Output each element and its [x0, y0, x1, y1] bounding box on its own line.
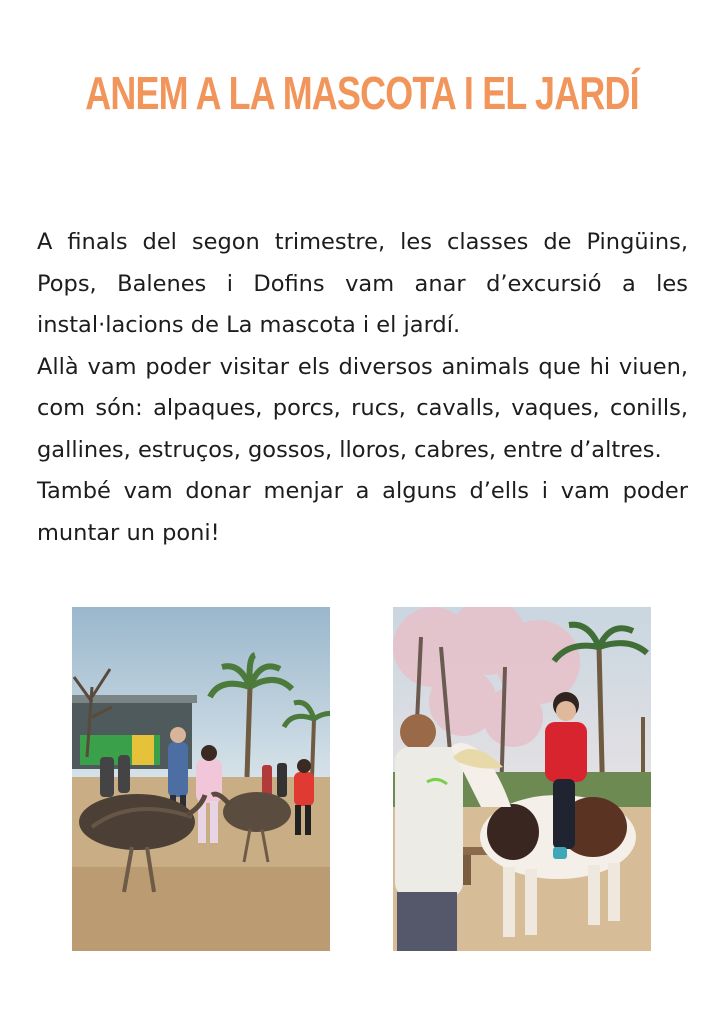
paragraph-1: A finals del segon trimestre, les classes de Pingüins, Pops, Balenes i Dofins vam anar d’excursió a les instal·lacions de La mascota i el jardí.	[37, 229, 688, 338]
photo-pony-illustration	[393, 607, 651, 951]
page-title: ANEM A LA MASCOTA I EL JARDÍ	[85, 67, 639, 119]
article-body	[37, 222, 688, 554]
paragraph-3: També vam donar menjar a alguns d’ells i vam poder muntar un poni!	[37, 478, 688, 546]
photo-emus-illustration	[72, 607, 330, 951]
photo-pony	[393, 607, 651, 951]
paragraph-2: Allà vam poder visitar els diversos animals que hi viuen, com són: alpaques, porcs, rucs, cavalls, vaques, conills, gallines, estruços, gossos, lloros, cabres, entre d’altres.	[37, 353, 688, 463]
photo-emus	[72, 607, 330, 951]
